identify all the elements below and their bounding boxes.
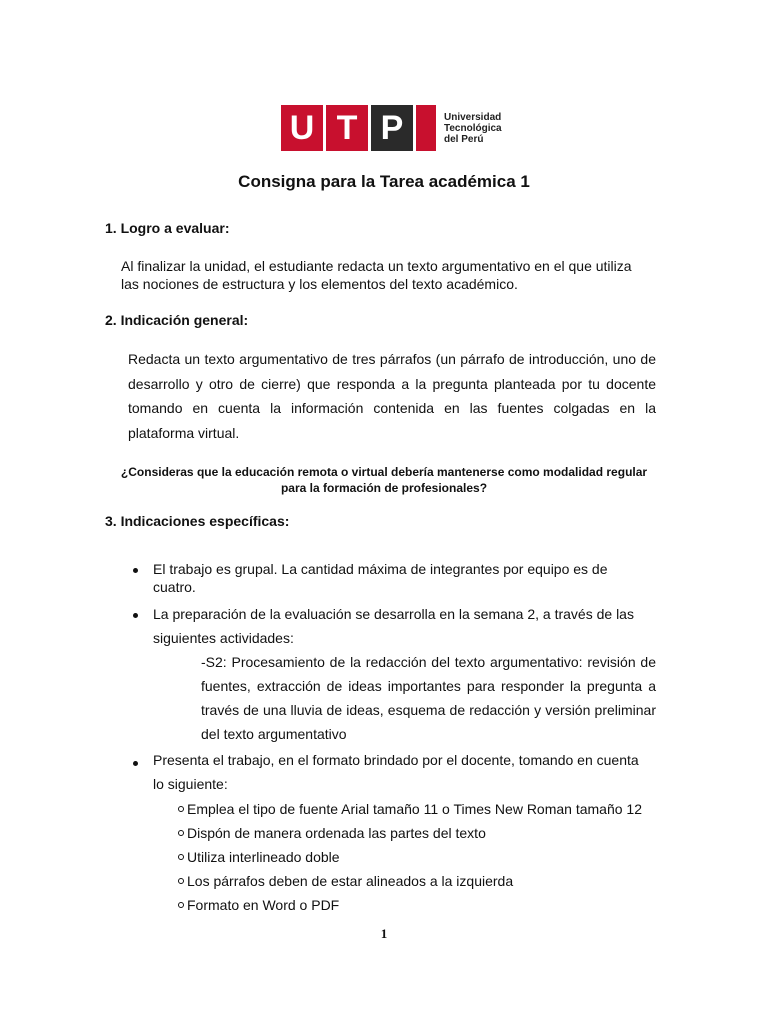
- circle-bullet-icon: [178, 902, 184, 908]
- list-item: Formato en Word o PDF: [178, 893, 678, 917]
- circle-bullet-icon: [178, 854, 184, 860]
- guiding-question: ¿Consideras que la educación remota o virtual debería mantenerse como modalidad regular para la formación de profesionales?: [120, 465, 648, 495]
- circle-bullet-icon: [178, 806, 184, 812]
- bullet-dot: [133, 761, 138, 766]
- utp-logo: [281, 105, 502, 151]
- list-item: Dispón de manera ordenada las partes del texto: [178, 821, 678, 845]
- section1-text: Al finalizar la unidad, el estudiante redacta un texto argumentativo en el que utiliza las nociones de estructura y los elementos del texto académico.: [121, 258, 632, 292]
- bullet-group-work: El trabajo es grupal. La cantidad máxima de integrantes por equipo es de cuatro.: [153, 561, 608, 595]
- section2-paragraph: Redacta un texto argumentativo de tres párrafos (un párrafo de introducción, uno de desarrollo y otro de cierre) que responda a la pregunta planteada por tu docente tomando en cuenta la información contenida en las fuentes colgadas en la plataforma virtual.: [128, 351, 656, 441]
- list-item: Los párrafos deben de estar alineados a la izquierda: [178, 869, 678, 893]
- bullet-presentation: Presenta el trabajo, en el formato brindado por el docente, tomando en cuenta lo siguiente:: [153, 752, 639, 792]
- circle-bullet-icon: [178, 878, 184, 884]
- logo-wordmark: Universidad Tecnológica del Perú: [444, 111, 502, 145]
- logo-letter-p: P: [371, 105, 413, 151]
- section3-heading: 3. Indicaciones específicas:: [105, 513, 290, 529]
- bullet-dot: [133, 613, 138, 618]
- list-item: Emplea el tipo de fuente Arial tamaño 11 o Times New Roman tamaño 12: [178, 797, 678, 821]
- logo-letter-u: U: [281, 105, 323, 151]
- list-item: Utiliza interlineado doble: [178, 845, 678, 869]
- circle-bullet-icon: [178, 830, 184, 836]
- logo-red-bar: [416, 105, 436, 151]
- activity-s2: -S2: Procesamiento de la redacción del texto argumentativo: revisión de fuentes, extracción de ideas importantes para responder la pregunta a través de una lluvia de ideas, esquema de redacción y versión preliminar del texto argumentativo: [201, 654, 656, 742]
- format-list: [178, 797, 678, 917]
- page-number: 1: [380, 926, 388, 941]
- section2-heading: 2. Indicación general:: [105, 312, 249, 328]
- section1-heading: 1. Logro a evaluar:: [105, 220, 230, 236]
- logo-letter-t: T: [326, 105, 368, 151]
- document-title: Consigna para la Tarea académica 1: [238, 172, 530, 191]
- bullet-dot: [133, 568, 138, 573]
- bullet-preparation: La preparación de la evaluación se desarrolla en la semana 2, a través de las siguientes actividades:: [153, 606, 634, 646]
